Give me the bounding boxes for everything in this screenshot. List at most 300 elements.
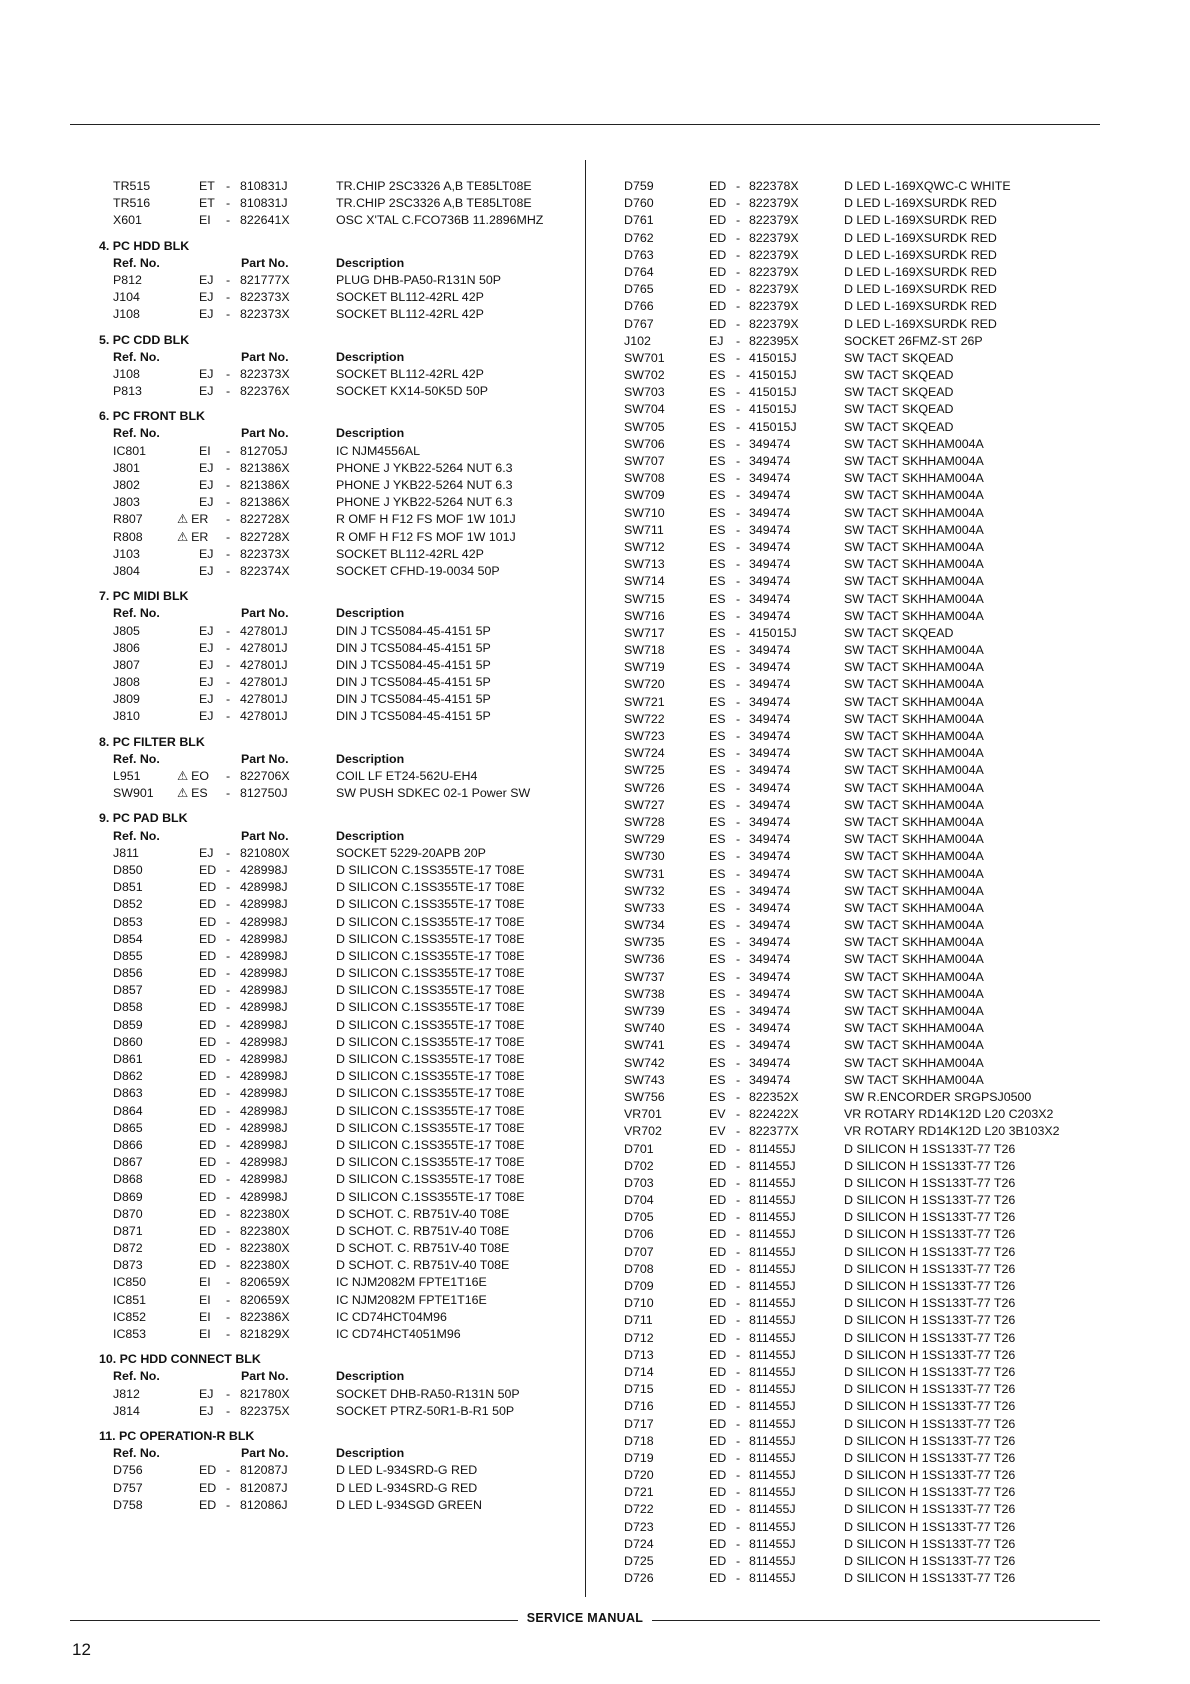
- ref-no: J808: [113, 675, 140, 690]
- part-code-prefix: [709, 453, 726, 470]
- description: SW TACT SKHHAM004A: [844, 608, 984, 623]
- ref-no: SW732: [624, 883, 665, 898]
- part-no: 811455J: [749, 1433, 796, 1448]
- dash-separator: -: [226, 1103, 231, 1118]
- parts-row: [113, 657, 578, 674]
- part-code: EJ: [199, 495, 214, 510]
- part-code-prefix: [709, 212, 726, 229]
- ref-no: J108: [113, 307, 140, 322]
- ref-no: SW735: [624, 935, 665, 950]
- ref-no: D725: [624, 1554, 654, 1568]
- ref-no: D855: [113, 948, 143, 963]
- parts-row: [624, 384, 1094, 401]
- part-code: ES: [709, 419, 726, 434]
- part-code-prefix: [199, 1154, 216, 1171]
- parts-row: [624, 1347, 1094, 1364]
- description: SW TACT SKHHAM004A: [844, 694, 984, 709]
- part-no: 428998J: [240, 948, 288, 963]
- part-code: ET: [199, 196, 215, 211]
- part-no: 811455J: [749, 1210, 796, 1225]
- dash-separator: -: [226, 460, 231, 475]
- ref-no: SW704: [624, 402, 665, 417]
- part-code: EI: [199, 213, 211, 228]
- part-code: ES: [709, 900, 726, 915]
- dash-separator: -: [226, 213, 231, 228]
- part-code-prefix: [709, 780, 726, 797]
- part-no: 822380X: [240, 1206, 290, 1221]
- parts-row: [624, 780, 1094, 797]
- ref-no: J804: [113, 563, 140, 578]
- ref-no: SW701: [624, 350, 665, 365]
- part-code-prefix: [709, 848, 726, 865]
- ref-no: D864: [113, 1103, 143, 1118]
- part-no: 349474: [749, 539, 791, 554]
- parts-row: [113, 272, 578, 289]
- parts-row: [624, 1055, 1094, 1072]
- part-code-prefix: [199, 1189, 216, 1206]
- part-code-prefix: [709, 1364, 726, 1381]
- part-code-prefix: [709, 711, 726, 728]
- part-code: EJ: [199, 563, 214, 578]
- part-code: ED: [709, 264, 727, 279]
- description: COIL LF ET24-562U-EH4: [336, 769, 478, 783]
- part-code: ES: [709, 814, 726, 829]
- ref-no: J805: [113, 623, 140, 638]
- part-code-prefix: [709, 419, 726, 436]
- description: SOCKET BL112-42RL 42P: [336, 307, 484, 322]
- part-code-prefix: [199, 289, 213, 306]
- section-title: 8. PC FILTER BLK: [99, 734, 205, 749]
- part-code-prefix: [709, 1536, 726, 1553]
- description: IC NJM4556AL: [336, 443, 421, 458]
- part-code: ED: [199, 1206, 217, 1221]
- ref-no: J103: [113, 546, 140, 561]
- ref-no: IC852: [113, 1309, 147, 1324]
- left-column: [99, 178, 578, 1514]
- parts-row: [624, 694, 1094, 711]
- header-ref-no: Ref. No.: [113, 349, 160, 364]
- part-code: EJ: [199, 640, 214, 655]
- part-code: ED: [199, 931, 217, 946]
- part-code-prefix: [177, 785, 208, 802]
- dash-separator: -: [736, 179, 741, 193]
- description: D LED L-934SRD-G RED: [336, 1463, 478, 1478]
- part-no: 821777X: [240, 272, 290, 287]
- ref-no: VR702: [624, 1124, 662, 1139]
- part-code-prefix: [199, 674, 213, 691]
- part-code: EJ: [199, 307, 214, 322]
- description: DIN J TCS5084-45-4151 5P: [336, 640, 491, 655]
- part-code-prefix: [709, 1381, 726, 1398]
- ref-no: SW721: [624, 694, 665, 709]
- part-code: EJ: [199, 460, 214, 475]
- dash-separator: -: [736, 1124, 741, 1139]
- ref-no: J807: [113, 657, 140, 672]
- dash-separator: -: [226, 931, 231, 946]
- part-code-prefix: [199, 306, 213, 323]
- ref-no: TR516: [113, 196, 151, 211]
- section-title: 4. PC HDD BLK: [99, 238, 190, 253]
- description: OSC X'TAL C.FCO736B 11.2896MHZ: [336, 213, 544, 228]
- parts-row: [624, 212, 1094, 229]
- ref-no: SW727: [624, 797, 665, 812]
- ref-no: SW719: [624, 660, 665, 675]
- part-code-prefix: [709, 316, 726, 333]
- part-code-prefix: [709, 367, 726, 384]
- part-code-prefix: [199, 563, 213, 580]
- description: D LED L-169XSURDK RED: [844, 247, 997, 262]
- parts-row: [624, 1175, 1094, 1192]
- parts-row: [624, 1295, 1094, 1312]
- part-code-prefix: [709, 608, 726, 625]
- part-no: 822373X: [240, 307, 290, 322]
- dash-separator: -: [736, 1468, 741, 1483]
- dash-separator: -: [226, 1386, 231, 1401]
- part-code-prefix: [709, 866, 726, 883]
- part-code: ED: [199, 1017, 217, 1032]
- part-no: 811455J: [749, 1141, 796, 1156]
- part-no: 349474: [749, 832, 791, 847]
- ref-no: SW710: [624, 505, 665, 520]
- ref-no: D704: [624, 1193, 654, 1208]
- part-code-prefix: [709, 487, 726, 504]
- header-description: Description: [336, 1446, 405, 1461]
- dash-separator: -: [226, 692, 231, 707]
- parts-row: [624, 1089, 1094, 1106]
- ref-no: D854: [113, 931, 143, 946]
- description: D SILICON H 1SS133T-77 T26: [844, 1313, 1016, 1328]
- part-code-prefix: [709, 1226, 726, 1243]
- parts-row: [113, 845, 578, 862]
- description: D SILICON H 1SS133T-77 T26: [844, 1571, 1016, 1586]
- part-code: ED: [709, 1193, 727, 1208]
- ref-no: D868: [113, 1172, 143, 1187]
- part-code: ED: [199, 1241, 217, 1256]
- section-title: 5. PC CDD BLK: [99, 332, 190, 347]
- parts-row: [624, 934, 1094, 951]
- part-code-prefix: [709, 1570, 726, 1587]
- part-code-prefix: [709, 1433, 726, 1450]
- part-no: 811455J: [749, 1175, 796, 1190]
- ref-no: D757: [113, 1480, 143, 1495]
- parts-row: [113, 1240, 578, 1257]
- part-code-prefix: [199, 691, 213, 708]
- parts-row: [624, 1226, 1094, 1243]
- part-no: 349474: [749, 866, 791, 881]
- parts-row: [113, 289, 578, 306]
- dash-separator: -: [736, 299, 741, 314]
- part-code: EJ: [199, 384, 214, 399]
- description: DIN J TCS5084-45-4151 5P: [336, 623, 491, 638]
- part-code-prefix: [709, 1037, 726, 1054]
- parts-row: [624, 333, 1094, 350]
- ref-no: D851: [113, 880, 143, 895]
- parts-row: [624, 195, 1094, 212]
- ref-no: D716: [624, 1399, 654, 1414]
- warning-triangle-icon: ⚠: [177, 529, 189, 544]
- part-code-prefix: [709, 625, 726, 642]
- description: D SILICON H 1SS133T-77 T26: [844, 1502, 1016, 1517]
- description: D SILICON C.1SS355TE-17 T08E: [336, 966, 525, 981]
- part-no: 349474: [749, 797, 791, 812]
- part-code: ED: [709, 1175, 727, 1190]
- part-no: 349474: [749, 900, 791, 915]
- dash-separator: -: [226, 179, 231, 193]
- parts-row: [113, 691, 578, 708]
- dash-separator: -: [736, 918, 741, 933]
- dash-separator: -: [736, 814, 741, 829]
- description: D SILICON H 1SS133T-77 T26: [844, 1347, 1016, 1362]
- part-code: EO: [191, 769, 210, 783]
- part-code-prefix: [199, 1017, 216, 1034]
- description: SW TACT SKHHAM004A: [844, 454, 984, 468]
- parts-row: [624, 1553, 1094, 1570]
- dash-separator: -: [226, 290, 231, 305]
- dash-separator: -: [226, 948, 231, 963]
- part-no: 811455J: [749, 1399, 796, 1414]
- dash-separator: -: [226, 657, 231, 672]
- dash-separator: -: [736, 471, 741, 486]
- dash-separator: -: [736, 454, 741, 468]
- parts-row: [113, 1085, 578, 1102]
- part-no: 822422X: [749, 1107, 799, 1122]
- part-code-prefix: [709, 1192, 726, 1209]
- dash-separator: -: [226, 563, 231, 578]
- ref-no: D860: [113, 1034, 143, 1049]
- ref-no: D759: [624, 179, 654, 193]
- part-no: 428998J: [240, 1155, 288, 1170]
- part-code: ED: [709, 230, 727, 245]
- parts-row: [624, 1450, 1094, 1467]
- part-code-prefix: [199, 1326, 211, 1343]
- description: PHONE J YKB22-5264 NUT 6.3: [336, 478, 513, 492]
- description: SW TACT SKHHAM004A: [844, 1055, 984, 1070]
- parts-row: [624, 556, 1094, 573]
- ref-no: D711: [624, 1313, 653, 1328]
- part-code-prefix: [199, 178, 215, 195]
- parts-row: [113, 563, 578, 580]
- dash-separator: -: [736, 419, 741, 434]
- description: SW TACT SKHHAM004A: [844, 866, 984, 881]
- part-code-prefix: [177, 768, 209, 785]
- dash-separator: -: [736, 385, 741, 400]
- part-no: 822728X: [240, 512, 290, 527]
- dash-separator: -: [226, 384, 231, 399]
- part-code: ES: [709, 694, 726, 709]
- part-code-prefix: [199, 931, 216, 948]
- part-code-prefix: [709, 1519, 726, 1536]
- part-code: ES: [709, 986, 726, 1001]
- part-code-prefix: [709, 230, 726, 247]
- ref-no: SW736: [624, 952, 665, 967]
- parts-row: [113, 999, 578, 1016]
- part-code-prefix: [199, 1386, 213, 1403]
- description: SW TACT SKHHAM004A: [844, 505, 984, 520]
- footer-rule-left: [70, 1620, 518, 1621]
- part-no: 811455J: [749, 1347, 796, 1362]
- part-code-prefix: [709, 573, 726, 590]
- part-code-prefix: [709, 1278, 726, 1295]
- description: SW TACT SKHHAM004A: [844, 1004, 984, 1018]
- dash-separator: -: [736, 350, 741, 365]
- part-code: ED: [199, 1155, 217, 1170]
- part-code-prefix: [199, 623, 213, 640]
- part-code: ES: [709, 677, 726, 692]
- part-code: ES: [709, 763, 726, 778]
- part-code: ED: [199, 1069, 217, 1084]
- dash-separator: -: [736, 1141, 741, 1156]
- description: SOCKET KX14-50K5D 50P: [336, 384, 488, 399]
- part-code: ED: [709, 1141, 727, 1156]
- parts-row: [113, 306, 578, 323]
- dash-separator: -: [736, 436, 741, 451]
- dash-separator: -: [736, 1072, 741, 1087]
- column-divider: [585, 160, 586, 1597]
- dash-separator: -: [736, 935, 741, 950]
- part-code-prefix: [709, 694, 726, 711]
- parts-row: [624, 178, 1094, 195]
- description: SW TACT SKQEAD: [844, 419, 954, 434]
- dash-separator: -: [736, 746, 741, 761]
- ref-no: J104: [113, 290, 140, 305]
- part-code-prefix: [709, 1295, 726, 1312]
- dash-separator: -: [226, 1155, 231, 1170]
- part-no: 811455J: [749, 1416, 796, 1431]
- part-no: 811455J: [749, 1536, 796, 1551]
- header-part-no: Part No.: [241, 1446, 289, 1461]
- parts-row: [624, 1330, 1094, 1347]
- part-code-prefix: [199, 948, 216, 965]
- part-code-prefix: [709, 1398, 726, 1415]
- description: D SILICON C.1SS355TE-17 T08E: [336, 897, 525, 912]
- description: SW TACT SKHHAM004A: [844, 832, 984, 847]
- part-no: 349474: [749, 643, 791, 658]
- ref-no: D702: [624, 1158, 654, 1173]
- ref-no: D713: [624, 1347, 654, 1362]
- dash-separator: -: [736, 1089, 741, 1104]
- part-code-prefix: [709, 1330, 726, 1347]
- dash-separator: -: [736, 1347, 741, 1362]
- description: D SILICON C.1SS355TE-17 T08E: [336, 914, 525, 929]
- part-code: ED: [199, 1223, 217, 1238]
- description: D SILICON H 1SS133T-77 T26: [844, 1244, 1016, 1259]
- ref-no: SW740: [624, 1021, 665, 1036]
- part-code-prefix: [199, 879, 216, 896]
- parts-row: [624, 470, 1094, 487]
- description: D SILICON H 1SS133T-77 T26: [844, 1296, 1016, 1311]
- part-code-prefix: [199, 460, 213, 477]
- description: SW TACT SKHHAM004A: [844, 1072, 984, 1087]
- parts-row: [113, 178, 578, 195]
- part-code: EI: [199, 1292, 211, 1307]
- part-code: EI: [199, 443, 211, 458]
- part-no: 428998J: [240, 1103, 288, 1118]
- part-no: 428998J: [240, 1189, 288, 1204]
- description: SOCKET 26FMZ-ST 26P: [844, 333, 983, 348]
- part-code: ED: [709, 1382, 727, 1397]
- parts-row: [624, 573, 1094, 590]
- parts-row: [113, 529, 578, 546]
- part-code: ES: [709, 539, 726, 554]
- ref-no: SW709: [624, 488, 665, 503]
- page-number: 12: [72, 1640, 91, 1659]
- part-code: ED: [709, 1554, 727, 1568]
- part-code: ED: [709, 1399, 727, 1414]
- part-no: 428998J: [240, 931, 288, 946]
- ref-no: D761: [624, 213, 654, 228]
- part-code: ES: [709, 488, 726, 503]
- part-no: 811455J: [749, 1244, 796, 1259]
- dash-separator: -: [736, 1364, 741, 1379]
- dash-separator: -: [736, 333, 741, 348]
- dash-separator: -: [736, 729, 741, 743]
- part-code: ED: [709, 1519, 727, 1534]
- description: D SILICON C.1SS355TE-17 T08E: [336, 1137, 525, 1152]
- ref-no: D715: [624, 1382, 654, 1397]
- description: D SILICON H 1SS133T-77 T26: [844, 1193, 1016, 1208]
- description: D SILICON H 1SS133T-77 T26: [844, 1261, 1016, 1276]
- ref-no: J810: [113, 709, 140, 724]
- parts-row: [113, 640, 578, 657]
- part-code: ED: [709, 1347, 727, 1362]
- part-no: 427801J: [240, 623, 288, 638]
- description: D SILICON H 1SS133T-77 T26: [844, 1433, 1016, 1448]
- part-code: EJ: [199, 623, 214, 638]
- description: D SILICON H 1SS133T-77 T26: [844, 1141, 1016, 1156]
- part-code: ES: [709, 832, 726, 847]
- parts-row: [624, 487, 1094, 504]
- part-code-prefix: [709, 1020, 726, 1037]
- part-code: ED: [199, 897, 217, 912]
- part-code-prefix: [199, 546, 213, 563]
- part-code-prefix: [709, 247, 726, 264]
- dash-separator: -: [736, 1519, 741, 1534]
- ref-no: IC801: [113, 443, 147, 458]
- part-no: 349474: [749, 591, 791, 606]
- part-code: ES: [709, 1021, 726, 1036]
- part-code-prefix: [709, 762, 726, 779]
- part-no: 820659X: [240, 1292, 290, 1307]
- part-no: 811455J: [749, 1485, 796, 1500]
- description: SW TACT SKQEAD: [844, 625, 954, 640]
- part-no: 822352X: [749, 1089, 799, 1104]
- part-no: 811455J: [749, 1382, 796, 1397]
- part-no: 427801J: [240, 692, 288, 707]
- part-no: 349474: [749, 1072, 791, 1087]
- part-code: ES: [191, 786, 208, 801]
- dash-separator: -: [736, 1038, 741, 1053]
- description: SW R.ENCORDER SRGPSJ0500: [844, 1089, 1032, 1104]
- dash-separator: -: [736, 1175, 741, 1190]
- header-ref-no: Ref. No.: [113, 606, 160, 621]
- parts-row: [113, 1103, 578, 1120]
- part-code-prefix: [709, 1072, 726, 1089]
- dash-separator: -: [736, 694, 741, 709]
- part-code: ES: [709, 454, 726, 468]
- header-ref-no: Ref. No.: [113, 828, 160, 843]
- part-code-prefix: [177, 511, 208, 528]
- part-no: 822379X: [749, 299, 799, 314]
- part-code: ES: [709, 591, 726, 606]
- parts-row: [624, 986, 1094, 1003]
- description: D LED L-169XSURDK RED: [844, 264, 997, 279]
- part-code-prefix: [709, 401, 726, 418]
- part-no: 427801J: [240, 709, 288, 724]
- dash-separator: -: [736, 213, 741, 228]
- part-no: 812750J: [240, 786, 288, 801]
- part-code-prefix: [709, 1347, 726, 1364]
- part-code-prefix: [199, 1206, 216, 1223]
